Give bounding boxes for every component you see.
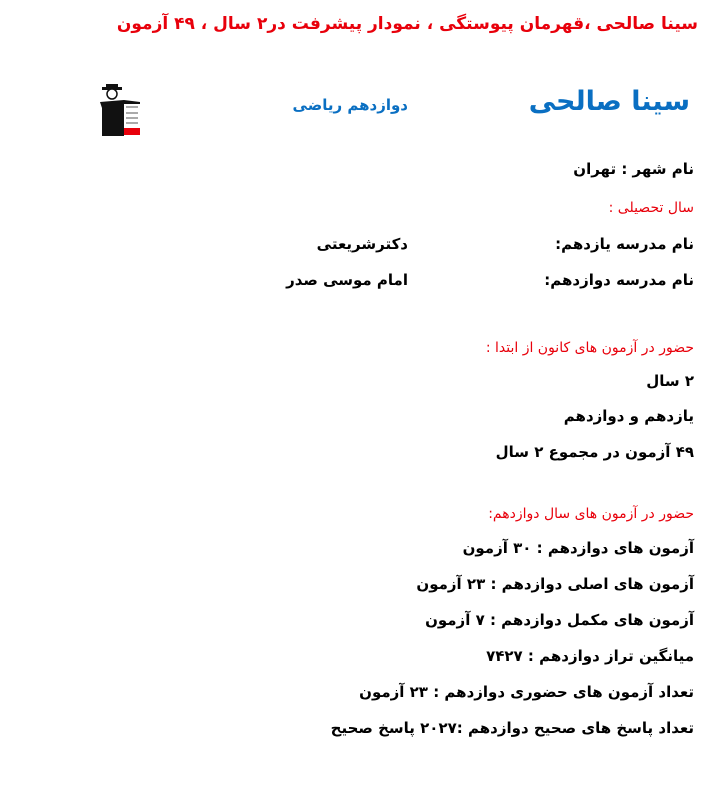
attendance-grade-12-heading: حضور در آزمون های سال دوازدهم: — [488, 506, 694, 522]
page-headline: سینا صالحی ،قهرمان پیوستگی ، نمودار پیشرفت در۲ سال ، ۴۹ آزمون — [116, 14, 698, 34]
grade-12-stat: تعداد آزمون های حضوری دوازدهم : ۲۳ آزمون — [359, 683, 694, 701]
grade-12-stat: آزمون های دوازدهم : ۳۰ آزمون — [462, 539, 694, 557]
kanoon-logo-icon — [96, 82, 140, 136]
grade-12-stat: میانگین تراز دوازدهم : ۷۴۲۷ — [486, 647, 694, 665]
student-grade: دوازدهم ریاضی — [292, 96, 408, 114]
school-12-label: نام مدرسه دوازدهم: — [544, 271, 694, 289]
school-11-value: دکترشریعتی — [316, 235, 408, 253]
academic-year-label: سال تحصیلی : — [608, 200, 694, 216]
attendance-line: ۴۹ آزمون در مجموع ۲ سال — [495, 443, 694, 461]
attendance-since-start-heading: حضور در آزمون های کانون از ابتدا : — [485, 340, 694, 356]
city-line: نام شهر : تهران — [573, 160, 694, 178]
attendance-line: یازدهم و دوازدهم — [563, 407, 694, 425]
grade-12-stat: تعداد پاسخ های صحیح دوازدهم :۲۰۲۷ پاسخ صحیح — [330, 719, 694, 737]
school-11-label: نام مدرسه یازدهم: — [555, 235, 694, 253]
school-12-value: امام موسی صدر — [286, 271, 408, 289]
attendance-line: ۲ سال — [646, 372, 694, 390]
student-name: سینا صالحی — [528, 86, 690, 117]
grade-12-stat: آزمون های مکمل دوازدهم : ۷ آزمون — [425, 611, 694, 629]
grade-12-stat: آزمون های اصلی دوازدهم : ۲۳ آزمون — [416, 575, 694, 593]
